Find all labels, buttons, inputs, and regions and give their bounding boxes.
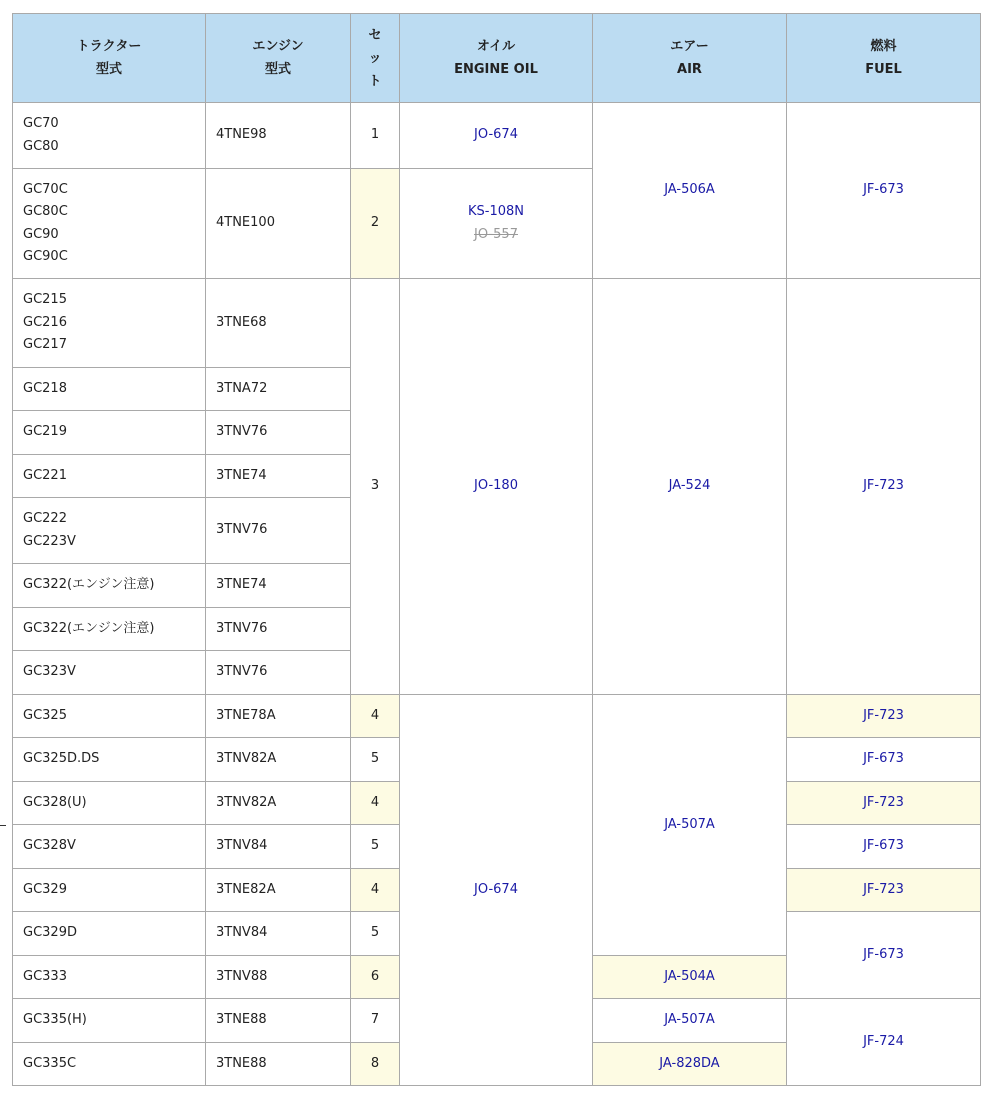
air-filter-link[interactable]: JA-507A <box>664 1012 715 1028</box>
fuel-filter-link[interactable]: JF-723 <box>863 707 904 723</box>
header-air: エアー AIR <box>593 14 787 103</box>
air-filter-cell <box>593 695 787 956</box>
table-row <box>13 695 981 738</box>
air-filter-cell <box>593 956 787 999</box>
header-engine-model: エンジン 型式 <box>206 14 351 103</box>
fuel-filter-cell <box>787 279 981 695</box>
engine-model-cell: 3TNE88 <box>206 999 351 1043</box>
engine-model-cell: 3TNV84 <box>206 912 351 956</box>
tractor-model-cell: GC221 <box>13 455 206 498</box>
fuel-filter-cell <box>787 869 981 912</box>
oil-filter-cell <box>400 279 593 695</box>
engine-model-cell: 3TNV76 <box>206 498 351 564</box>
set-cell: 7 <box>351 999 400 1043</box>
header-fuel: 燃料 FUEL <box>787 14 981 103</box>
tractor-model-cell: GC325D.DS <box>13 738 206 782</box>
tractor-model-cell: GC322(エンジン注意) <box>13 564 206 608</box>
engine-model-cell: 3TNV82A <box>206 782 351 825</box>
table-row <box>13 279 981 368</box>
fuel-filter-link[interactable]: JF-673 <box>863 838 904 854</box>
set-cell: 3 <box>351 279 400 695</box>
tractor-model-cell: GC322(エンジン注意) <box>13 608 206 651</box>
table-row <box>13 103 981 169</box>
tractor-model-cell: GC218 <box>13 368 206 411</box>
engine-model-cell: 3TNE82A <box>206 869 351 912</box>
fuel-filter-cell <box>787 825 981 869</box>
fuel-filter-link[interactable]: JF-673 <box>863 182 904 198</box>
fuel-filter-link[interactable]: JF-723 <box>863 478 904 494</box>
fuel-filter-link[interactable]: JF-724 <box>863 1033 904 1049</box>
fuel-filter-link[interactable]: JF-723 <box>863 881 904 897</box>
header-set: セ ッ ト <box>351 14 400 103</box>
tractor-model-cell: GC70 GC80 <box>13 103 206 169</box>
fuel-filter-cell <box>787 999 981 1086</box>
header-engine-oil: オイル ENGINE OIL <box>400 14 593 103</box>
oil-filter-link[interactable]: JO-180 <box>474 478 518 494</box>
air-filter-link[interactable]: JA-504A <box>664 968 715 984</box>
oil-filter-link[interactable]: JO-674 <box>474 881 518 897</box>
fuel-filter-link[interactable]: JF-673 <box>863 751 904 767</box>
set-cell: 4 <box>351 869 400 912</box>
tractor-model-cell: GC323V <box>13 651 206 695</box>
oil-filter-link[interactable]: JO-674 <box>474 127 518 143</box>
header-row <box>13 14 981 103</box>
air-filter-cell <box>593 279 787 695</box>
set-cell: 5 <box>351 738 400 782</box>
filter-compatibility-table <box>12 13 981 1086</box>
obsolete-oil-filter: JO-557 <box>474 226 518 242</box>
oil-filter-link[interactable]: KS-108N <box>467 204 524 219</box>
air-filter-link[interactable]: JA-828DA <box>659 1055 720 1071</box>
engine-model-cell: 3TNE74 <box>206 455 351 498</box>
engine-model-cell: 3TNV88 <box>206 956 351 999</box>
fuel-filter-link[interactable]: JF-723 <box>863 794 904 810</box>
set-cell: 8 <box>351 1043 400 1086</box>
engine-model-cell: 3TNV76 <box>206 608 351 651</box>
set-cell: 4 <box>351 695 400 738</box>
fuel-filter-cell <box>787 912 981 999</box>
set-cell: 5 <box>351 825 400 869</box>
engine-model-cell: 3TNE74 <box>206 564 351 608</box>
air-filter-cell <box>593 103 787 279</box>
tractor-model-cell: GC329D <box>13 912 206 956</box>
tractor-model-cell: GC215 GC216 GC217 <box>13 279 206 368</box>
engine-model-cell: 4TNE98 <box>206 103 351 169</box>
air-filter-link[interactable]: JA-507A <box>664 816 715 832</box>
tractor-model-cell: GC325 <box>13 695 206 738</box>
engine-model-cell: 3TNE78A <box>206 695 351 738</box>
engine-model-cell: 3TNV84 <box>206 825 351 869</box>
set-cell: 1 <box>351 103 400 169</box>
set-cell: 4 <box>351 782 400 825</box>
air-filter-cell <box>593 1043 787 1086</box>
tractor-model-cell: GC328(U) <box>13 782 206 825</box>
air-filter-link[interactable]: JA-524 <box>668 478 711 494</box>
engine-model-cell: 3TNE88 <box>206 1043 351 1086</box>
tractor-model-cell: GC222 GC223V <box>13 498 206 564</box>
tractor-model-cell: GC333 <box>13 956 206 999</box>
set-cell: 2 <box>351 169 400 279</box>
tractor-model-cell: GC219 <box>13 411 206 455</box>
oil-filter-cell <box>400 103 593 169</box>
tractor-model-cell: GC329 <box>13 869 206 912</box>
tractor-model-cell: GC70C GC80C GC90 GC90C <box>13 169 206 279</box>
tractor-model-cell: GC335C <box>13 1043 206 1086</box>
set-cell: 5 <box>351 912 400 956</box>
engine-model-cell: 3TNV82A <box>206 738 351 782</box>
fuel-filter-link[interactable]: JF-673 <box>863 946 904 962</box>
edge-tick-mark <box>0 825 6 826</box>
header-tractor-model: トラクター 型式 <box>13 14 206 103</box>
oil-filter-cell <box>400 695 593 1086</box>
engine-model-cell: 3TNV76 <box>206 411 351 455</box>
fuel-filter-cell <box>787 782 981 825</box>
tractor-model-cell: GC328V <box>13 825 206 869</box>
oil-filter-cell <box>400 169 593 279</box>
fuel-filter-cell <box>787 103 981 279</box>
engine-model-cell: 3TNA72 <box>206 368 351 411</box>
air-filter-link[interactable]: JA-506A <box>664 182 715 198</box>
fuel-filter-cell <box>787 695 981 738</box>
engine-model-cell: 3TNE68 <box>206 279 351 368</box>
engine-model-cell: 3TNV76 <box>206 651 351 695</box>
tractor-model-cell: GC335(H) <box>13 999 206 1043</box>
fuel-filter-cell <box>787 738 981 782</box>
air-filter-cell <box>593 999 787 1043</box>
engine-model-cell: 4TNE100 <box>206 169 351 279</box>
set-cell: 6 <box>351 956 400 999</box>
